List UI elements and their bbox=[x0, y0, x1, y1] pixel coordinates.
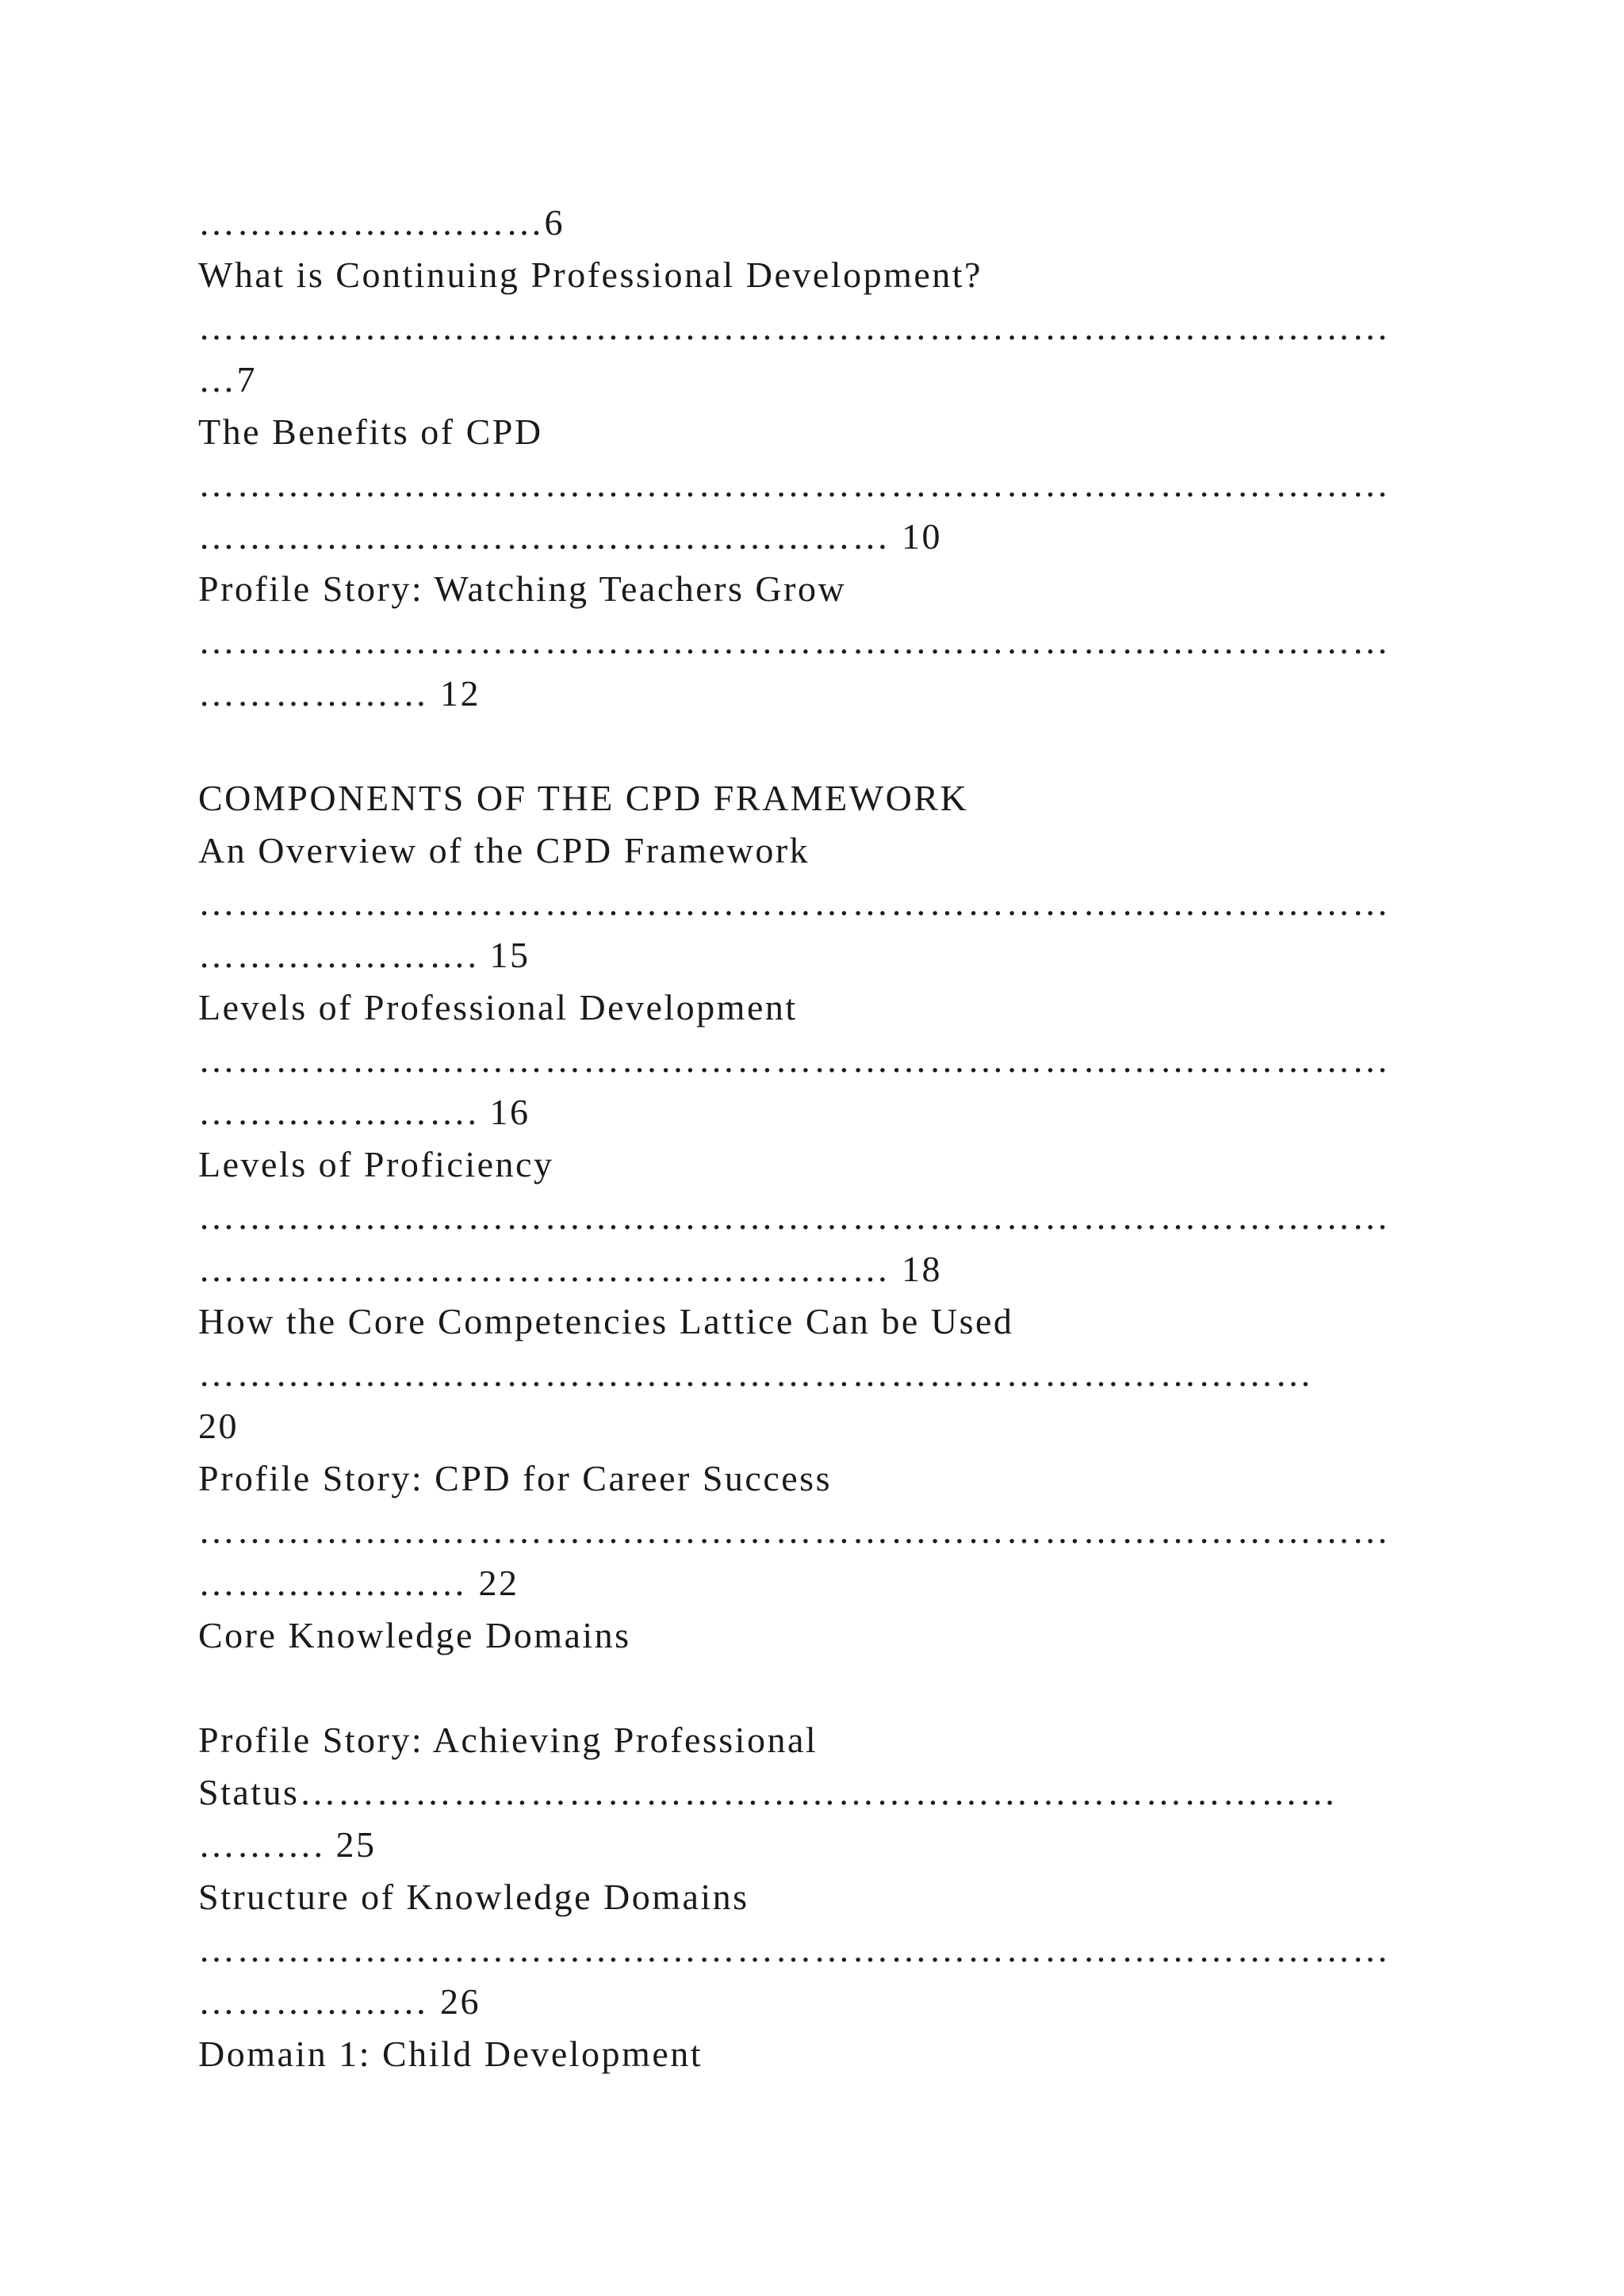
toc-page-number: …………………. 16 bbox=[198, 1092, 530, 1132]
toc-entry-title: How the Core Competencies Lattice Can be Used bbox=[198, 1301, 1014, 1341]
toc-entry-title: Levels of Professional Development bbox=[198, 987, 798, 1027]
toc-leader-line: ………………………………………………………………………………… bbox=[198, 1039, 1391, 1080]
toc-page-number: ……………… 12 bbox=[198, 673, 481, 714]
toc-section-heading: COMPONENTS OF THE CPD FRAMEWORK bbox=[198, 778, 969, 818]
toc-leader-line: ………………………6 bbox=[198, 202, 565, 243]
toc-entry-title: Profile Story: Watching Teachers Grow bbox=[198, 568, 847, 609]
toc-blank-line bbox=[198, 1662, 1451, 1714]
toc-page-number: ………. 25 bbox=[198, 1824, 377, 1865]
table-of-contents bbox=[198, 197, 1451, 2080]
toc-entry-title: Structure of Knowledge Domains bbox=[198, 1877, 749, 1917]
toc-entry-title-continued: Status……………………………………………………………………… bbox=[198, 1772, 1338, 1812]
toc-page-number: ……………………………………………… 18 bbox=[198, 1249, 942, 1289]
toc-page-number: …………………. 15 bbox=[198, 935, 530, 975]
toc-leader-line: ………………………………………………………………………………… bbox=[198, 464, 1391, 504]
toc-leader-line: ………………………………………………………………………………… bbox=[198, 307, 1391, 347]
toc-leader-line: ………………………………………………………………………………… bbox=[198, 1929, 1391, 1969]
toc-page-number: 20 bbox=[198, 1406, 239, 1446]
toc-entry-title: An Overview of the CPD Framework bbox=[198, 830, 810, 871]
toc-leader-line: ………………………………………………………………………………… bbox=[198, 882, 1391, 923]
toc-entry-title: The Benefits of CPD bbox=[198, 411, 543, 452]
toc-entry-title: Levels of Proficiency bbox=[198, 1144, 554, 1184]
toc-leader-line: ………………………………………………………………………………… bbox=[198, 1510, 1391, 1551]
toc-page-number: ……………… 26 bbox=[198, 1981, 481, 2022]
toc-page-number: ………………… 22 bbox=[198, 1563, 519, 1603]
toc-leader-line: ………………………………………………………………………………… bbox=[198, 1196, 1391, 1237]
toc-page-number: …7 bbox=[198, 359, 257, 400]
toc-entry-title: Profile Story: CPD for Career Success bbox=[198, 1458, 832, 1498]
toc-entry-title: Core Knowledge Domains bbox=[198, 1615, 631, 1655]
toc-page-number: ……………………………………………… 10 bbox=[198, 516, 942, 557]
toc-entry-title: Profile Story: Achieving Professional bbox=[198, 1720, 818, 1760]
toc-entry-title: Domain 1: Child Development bbox=[198, 2034, 703, 2074]
toc-entry-title: What is Continuing Professional Development? bbox=[198, 254, 982, 295]
toc-leader-line: …………………………………………………………………………… bbox=[198, 1353, 1314, 1394]
toc-leader-line: ………………………………………………………………………………… bbox=[198, 621, 1391, 661]
toc-blank-line bbox=[198, 720, 1451, 772]
